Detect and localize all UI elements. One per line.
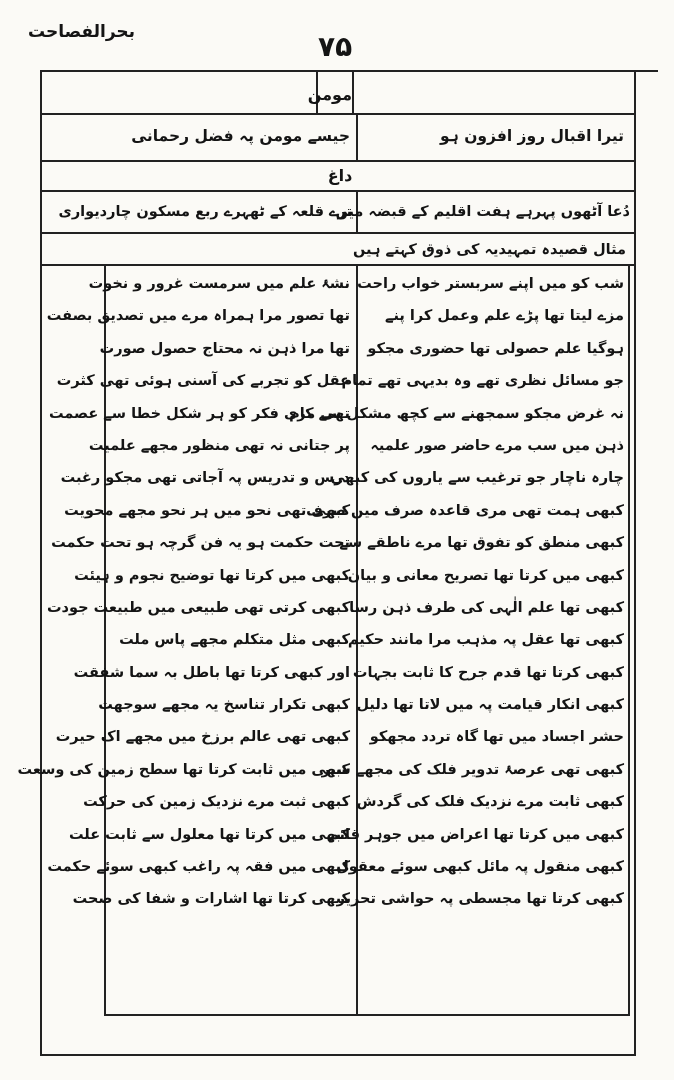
verse-line: اور کبھی کرتا تھا باطل بہ سما شفقت — [73, 664, 350, 681]
frame-right — [634, 70, 636, 1056]
rule-top — [40, 70, 658, 72]
verse-left: ترے قلعہ کے ٹھہرے ربع مسکون چاردیواری — [58, 204, 352, 220]
verse-line: تھا مرا ذہن نہ محتاج حصول صورت — [99, 340, 350, 357]
rule-bottom — [40, 1054, 636, 1056]
verse-line: نہ غرض مجکو سمجھنے سے کچھ مشکل سے کام — [289, 405, 624, 422]
verse-line: کبھی مثل متکلم مجھے پاس ملت — [119, 632, 350, 649]
rule — [40, 113, 636, 115]
verse-right: تیرا اقبال روز افزون ہو — [440, 127, 624, 145]
verse-line: کبھی میں کرتا تھا توضیح نجوم و ہیئت — [74, 567, 350, 584]
rule — [40, 160, 636, 162]
verse-line: پر جتانی نہ تھی منظور مجھے علمیت — [88, 437, 350, 454]
poet-cell-divider — [352, 72, 354, 113]
verse-right: دُعا آٹھوں پہرہے ہفت اقلیم کے قبضہ میں — [335, 204, 630, 220]
verse-line: کبھی کرتا تھا مجسطی پہ حواشی تحریر — [336, 891, 624, 908]
verse-left: جیسے مومن پہ فضل رحمانی — [131, 127, 350, 145]
verse-line: کبھی تھا علم الٰہی کی طرف ذہن رسا — [349, 599, 624, 616]
verse-line: کبھی تھی عالم برزخ میں مجھے اک حیرت — [55, 729, 350, 746]
verse-line: کبھی تھا عقل پہ مذہب مرا مانند حکیم — [347, 632, 624, 649]
rule — [40, 232, 636, 234]
rule — [104, 1014, 630, 1016]
rule — [40, 264, 636, 266]
verse-line: کبھی میں کرتا تھا تصریح معانی و بیان — [347, 567, 624, 584]
verse-line: نشۂ علم میں سرمست غرور و نخوت — [88, 276, 350, 292]
verse-line: کبھی میں فقہ پہ راغب کبھی سوئے حکمت — [47, 859, 350, 876]
verse-line: شب کو میں اپنے سربستر خواب راحت — [357, 276, 624, 292]
verse-line: درس و تدریس پہ آجاتی تھی مجکو رغبت — [60, 470, 350, 487]
verse-line: کبھی کرتی تھی طبیعی میں طبیعت جودت — [46, 599, 350, 616]
poem-right-column — [289, 268, 624, 916]
verse-line: تحت حکمت ہو یہ فن گرچہ ہو تحت حکمت — [51, 535, 350, 552]
verse-line: کبھی تکرار تناسخ یہ مجھے سوجھت — [98, 697, 350, 714]
verse-line: تھا تصور مرا ہمراہ مرے میں تصدیق بصفت — [46, 308, 350, 325]
verse-line: کبھی کرتا تھا اشارات و شفا کی صحت — [72, 891, 350, 908]
verse-line: عقل کو تجربے کی آسنی ہوئی تھی کثرت — [56, 373, 350, 390]
verse-line: چارہ ناچار جو ترغیب سے یاروں کی کبھی — [330, 470, 624, 487]
column-divider — [356, 115, 358, 160]
verse-line: مزے لیتا تھا پڑے علم وعمل کرا پنے — [384, 308, 624, 325]
verse-line: کبھی میں کرتا تھا معلول سے ثابت علت — [68, 826, 350, 843]
verse-line: تھی مری فکر کو ہر شکل خطا سے عصمت — [48, 405, 350, 422]
poem-left-column — [17, 268, 350, 916]
frame-left — [40, 70, 42, 1056]
verse-line: حشر اجساد میں تھا گاہ تردد مجھکو — [369, 729, 624, 746]
verse-line: کبھی تھی عرصۂ تدویر فلک کی مجھے سیر — [321, 761, 624, 778]
rule — [40, 190, 636, 192]
verse-line: کبھی تھی نحو میں ہر نحو مجھے محویت — [64, 502, 350, 519]
poem-box-right-edge — [628, 266, 630, 1016]
verse-line: ذہن میں سب مرے حاضر صور علمیہ — [370, 437, 624, 454]
verse-line: کبھی ثبت مرے نزدیک زمین کی حرکت — [83, 794, 350, 811]
verse-line: جو مسائل نظری تھے وہ بدیہی تھے تمام — [341, 373, 624, 390]
verse-line: کبھی کرتا تھا قدم جرح کا ثابت بجہات — [352, 664, 624, 681]
verse-line: ہوگیا علم حصولی تھا حضوری مجکو — [367, 340, 624, 357]
qasida-example-heading: مثال قصیدہ تمہیدیہ کی ذوق کہتے ہیں — [352, 242, 626, 258]
verse-line: کبھی منقول پہ مائل کبھی سوئے معقول — [336, 859, 624, 876]
verse-line: کبھی انکار قیامت پہ میں لاتا تھا دلیل — [356, 697, 624, 714]
verse-line: کبھی میں ثابت کرتا تھا سطح زمین کی وسعت — [17, 761, 350, 778]
book-title: بحرالفصاحت — [28, 22, 136, 42]
verse-line: کبھی میں کرتا تھا اعراض میں جوہر قائم — [328, 826, 624, 843]
verse-line: کبھی ہمت تھی مری قاعدہ صرف میں صرف — [306, 502, 624, 519]
verse-line: کبھی منطق کو تفوق تھا مرے ناطقے سے — [339, 535, 624, 552]
page-number: ۷۵ — [318, 30, 353, 63]
poet-name-momin: مومن — [307, 85, 352, 104]
poet-name-dagh: داغ — [327, 166, 353, 185]
verse-line: کبھی ثابت مرے نزدیک فلک کی گردش — [356, 794, 624, 811]
